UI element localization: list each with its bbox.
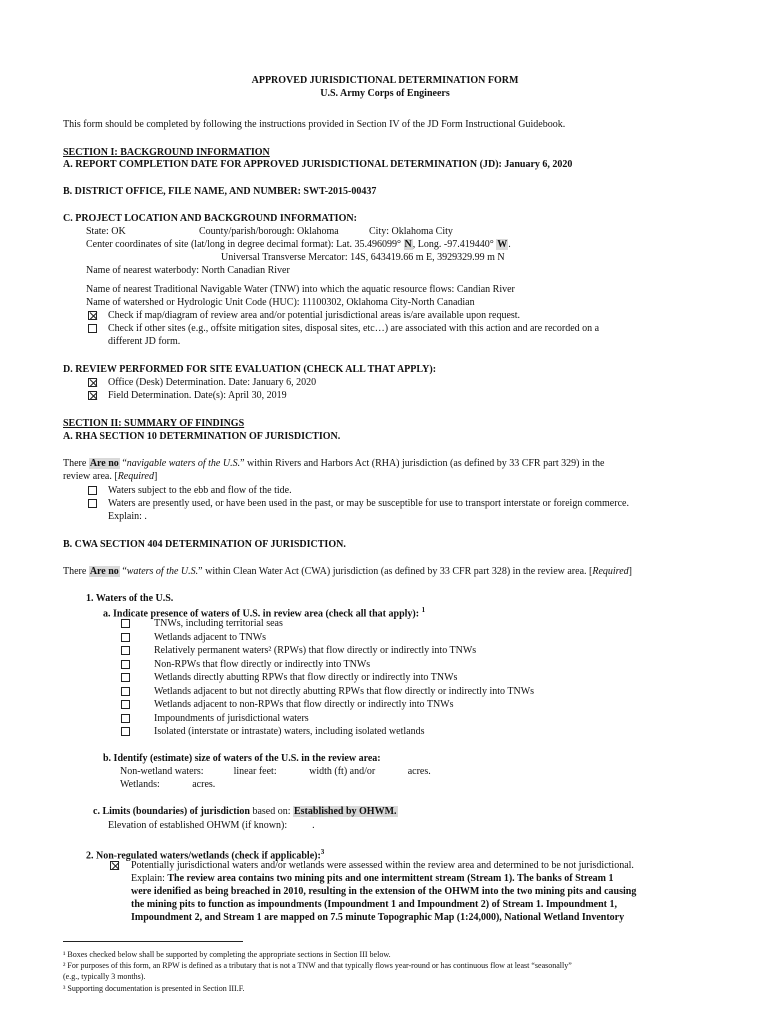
non-regulated-checkbox[interactable] [110,861,119,870]
tide-checkbox[interactable] [88,486,97,495]
tide-label: Waters subject to the ebb and flow of the tide. [108,485,292,496]
county: County/parish/borough: Oklahoma [199,226,339,237]
non-regulated-heading: 2. Non-regulated waters/wetlands (check if applicable):$^3$ [86,848,325,862]
waters-of-us-heading: 1. Waters of the U.S. [86,593,174,604]
non-regulated-label: Potentially jurisdictional waters and/or wetlands were assessed within the review area and determined to be not jurisdictional. [131,860,634,871]
waters-checkbox[interactable] [121,673,130,682]
transport-label: Waters are presently used, or have been used in the past, or may be susceptible for use to transport interstate or foreign commerce. [108,498,629,509]
footnote-2: ² For purposes of this form, an RPW is defined as a tributary that is not a TNW and that typically flows year-round or has continuous flow at least “seasonally” [63,961,572,970]
district-office: B. DISTRICT OFFICE, FILE NAME, AND NUMBER: SWT-2015-00437 [63,186,377,197]
review-performed-heading: D. REVIEW PERFORMED FOR SITE EVALUATION (CHECK ALL THAT APPLY): [63,364,437,375]
explain-line-0: Explain: The review area contains two mining pits and one intermittent stream (Stream 1). The banks of Stream 1 [131,873,614,884]
wetlands-acres: Wetlands: acres. [120,779,216,790]
waters-checkbox[interactable] [121,646,130,655]
non-wetland-waters: Non-wetland waters: linear feet: width (ft) and/or acres. [120,766,431,777]
explain-line-2: the mining pits to function as impoundments (Impoundment 1 and Impoundment 2) of Stream 1. Impoundment 1, [131,899,618,910]
waters-checkbox[interactable] [121,633,130,642]
footnote-1: ¹ Boxes checked below shall be supported by completing the appropriate sections in Section III below. [63,950,391,959]
section2-heading: SECTION II: SUMMARY OF FINDINGS [63,418,245,429]
form-title: APPROVED JURISDICTIONAL DETERMINATION FORM [251,75,519,86]
waters-checkbox[interactable] [121,714,130,723]
waters-checklist-label: Isolated (interstate or intrastate) waters, including isolated wetlands [154,726,425,737]
waters-checklist-label: Non-RPWs that flow directly or indirectly into TNWs [154,658,371,670]
cwa-heading: B. CWA SECTION 404 DETERMINATION OF JURISDICTION. [63,539,346,550]
map-available-label: Check if map/diagram of review area and/or potential jurisdictional areas is/are available upon request. [108,310,521,321]
waters-checkbox[interactable] [121,660,130,669]
rha-statement: There Are no “navigable waters of the U.S.” within Rivers and Harbors Act (RHA) jurisdiction (as defined by 33 CFR part 329) in the [63,458,605,469]
waters-checkbox[interactable] [121,619,130,628]
waters-checklist-label: TNWs, including territorial seas [154,618,283,629]
watershed-huc: Name of watershed or Hydrologic Unit Code (HUC): 11100302, Oklahoma City-North Canadian [86,297,475,308]
section1-heading: SECTION I: BACKGROUND INFORMATION [63,147,270,158]
indicate-presence-heading: a. Indicate presence of waters of U.S. in review area (check all that apply): $^1$ [103,606,426,620]
footnote-2-cont: (e.g., typically 3 months). [63,972,146,981]
ohwm-elevation: Elevation of established OHWM (if known): . [108,820,315,831]
rha-statement-cont: review area. [Required] [63,471,158,482]
other-sites-label-cont: different JD form. [108,336,181,347]
rha-heading: A. RHA SECTION 10 DETERMINATION OF JURISDICTION. [63,431,341,442]
footnote-divider [63,941,243,942]
center-coordinates: Center coordinates of site (lat/long in degree decimal format): Lat. 35.496099° N, Long. -97.419440° W. [86,239,511,250]
cwa-statement: There Are no “waters of the U.S.” within Clean Water Act (CWA) jurisdiction (as defined by 33 CFR part 328) in the review area. [Required] [63,566,632,577]
waters-checkbox[interactable] [121,687,130,696]
waters-checklist-label: Wetlands adjacent to non-RPWs that flow directly or indirectly into TNWs [154,699,454,710]
map-available-checkbox[interactable] [88,311,97,320]
city: City: Oklahoma City [369,226,453,237]
rha-explain: Explain: . [108,511,147,522]
intro-text: This form should be completed by following the instructions provided in Section IV of the JD Form Instructional Guidebook. [63,119,566,130]
transport-checkbox[interactable] [88,499,97,508]
field-determination-label: Field Determination. Date(s): April 30, 2019 [108,390,287,401]
nearest-tnw: Name of nearest Traditional Navigable Water (TNW) into which the aquatic resource flows: Candian River [86,284,515,295]
other-sites-label: Check if other sites (e.g., offsite mitigation sites, disposal sites, etc…) are associated with this action and are recorded on a [108,323,600,334]
waters-checkbox[interactable] [121,700,130,709]
other-sites-checkbox[interactable] [88,324,97,333]
waters-checklist-label: Wetlands directly abutting RPWs that flow directly or indirectly into TNWs [154,672,458,683]
waters-checklist-label: Relatively permanent waters² (RPWs) that flow directly or indirectly into TNWs [154,645,477,656]
nearest-waterbody: Name of nearest waterbody: North Canadian River [86,265,290,276]
explain-line-3: Impoundment 2, and Stream 1 are mapped on 7.5 minute Topographic Map (1:24,000), National Wetland Inventory [131,912,625,923]
footnote-3: ³ Supporting documentation is presented in Section III.F. [63,984,245,993]
waters-checklist-label: Impoundments of jurisdictional waters [154,712,309,724]
form-subtitle: U.S. Army Corps of Engineers [320,88,450,99]
field-determination-checkbox[interactable] [88,391,97,400]
project-location-heading: C. PROJECT LOCATION AND BACKGROUND INFORMATION: [63,213,357,224]
identify-size-heading: b. Identify (estimate) size of waters of the U.S. in the review area: [103,753,381,764]
explain-line-1: were idenified as being breached in 2010, resulting in the extension of the OHWM into the two mining pits and causing [131,886,637,897]
state: State: OK [86,226,126,237]
office-determination-label: Office (Desk) Determination. Date: January 6, 2020 [108,377,317,388]
limits-of-jurisdiction: c. Limits (boundaries) of jurisdiction based on: Established by OHWM. [93,806,397,817]
waters-checkbox[interactable] [121,727,130,736]
waters-checklist-label: Wetlands adjacent to TNWs [154,631,267,643]
utm: Universal Transverse Mercator: 14S, 643419.66 m E, 3929329.99 m N [221,252,505,263]
waters-checklist-label: Wetlands adjacent to but not directly abutting RPWs that flow directly or indirectly into TNWs [154,685,535,697]
report-date: A. REPORT COMPLETION DATE FOR APPROVED JURISDICTIONAL DETERMINATION (JD): January 6, 2020 [63,159,573,170]
office-determination-checkbox[interactable] [88,378,97,387]
